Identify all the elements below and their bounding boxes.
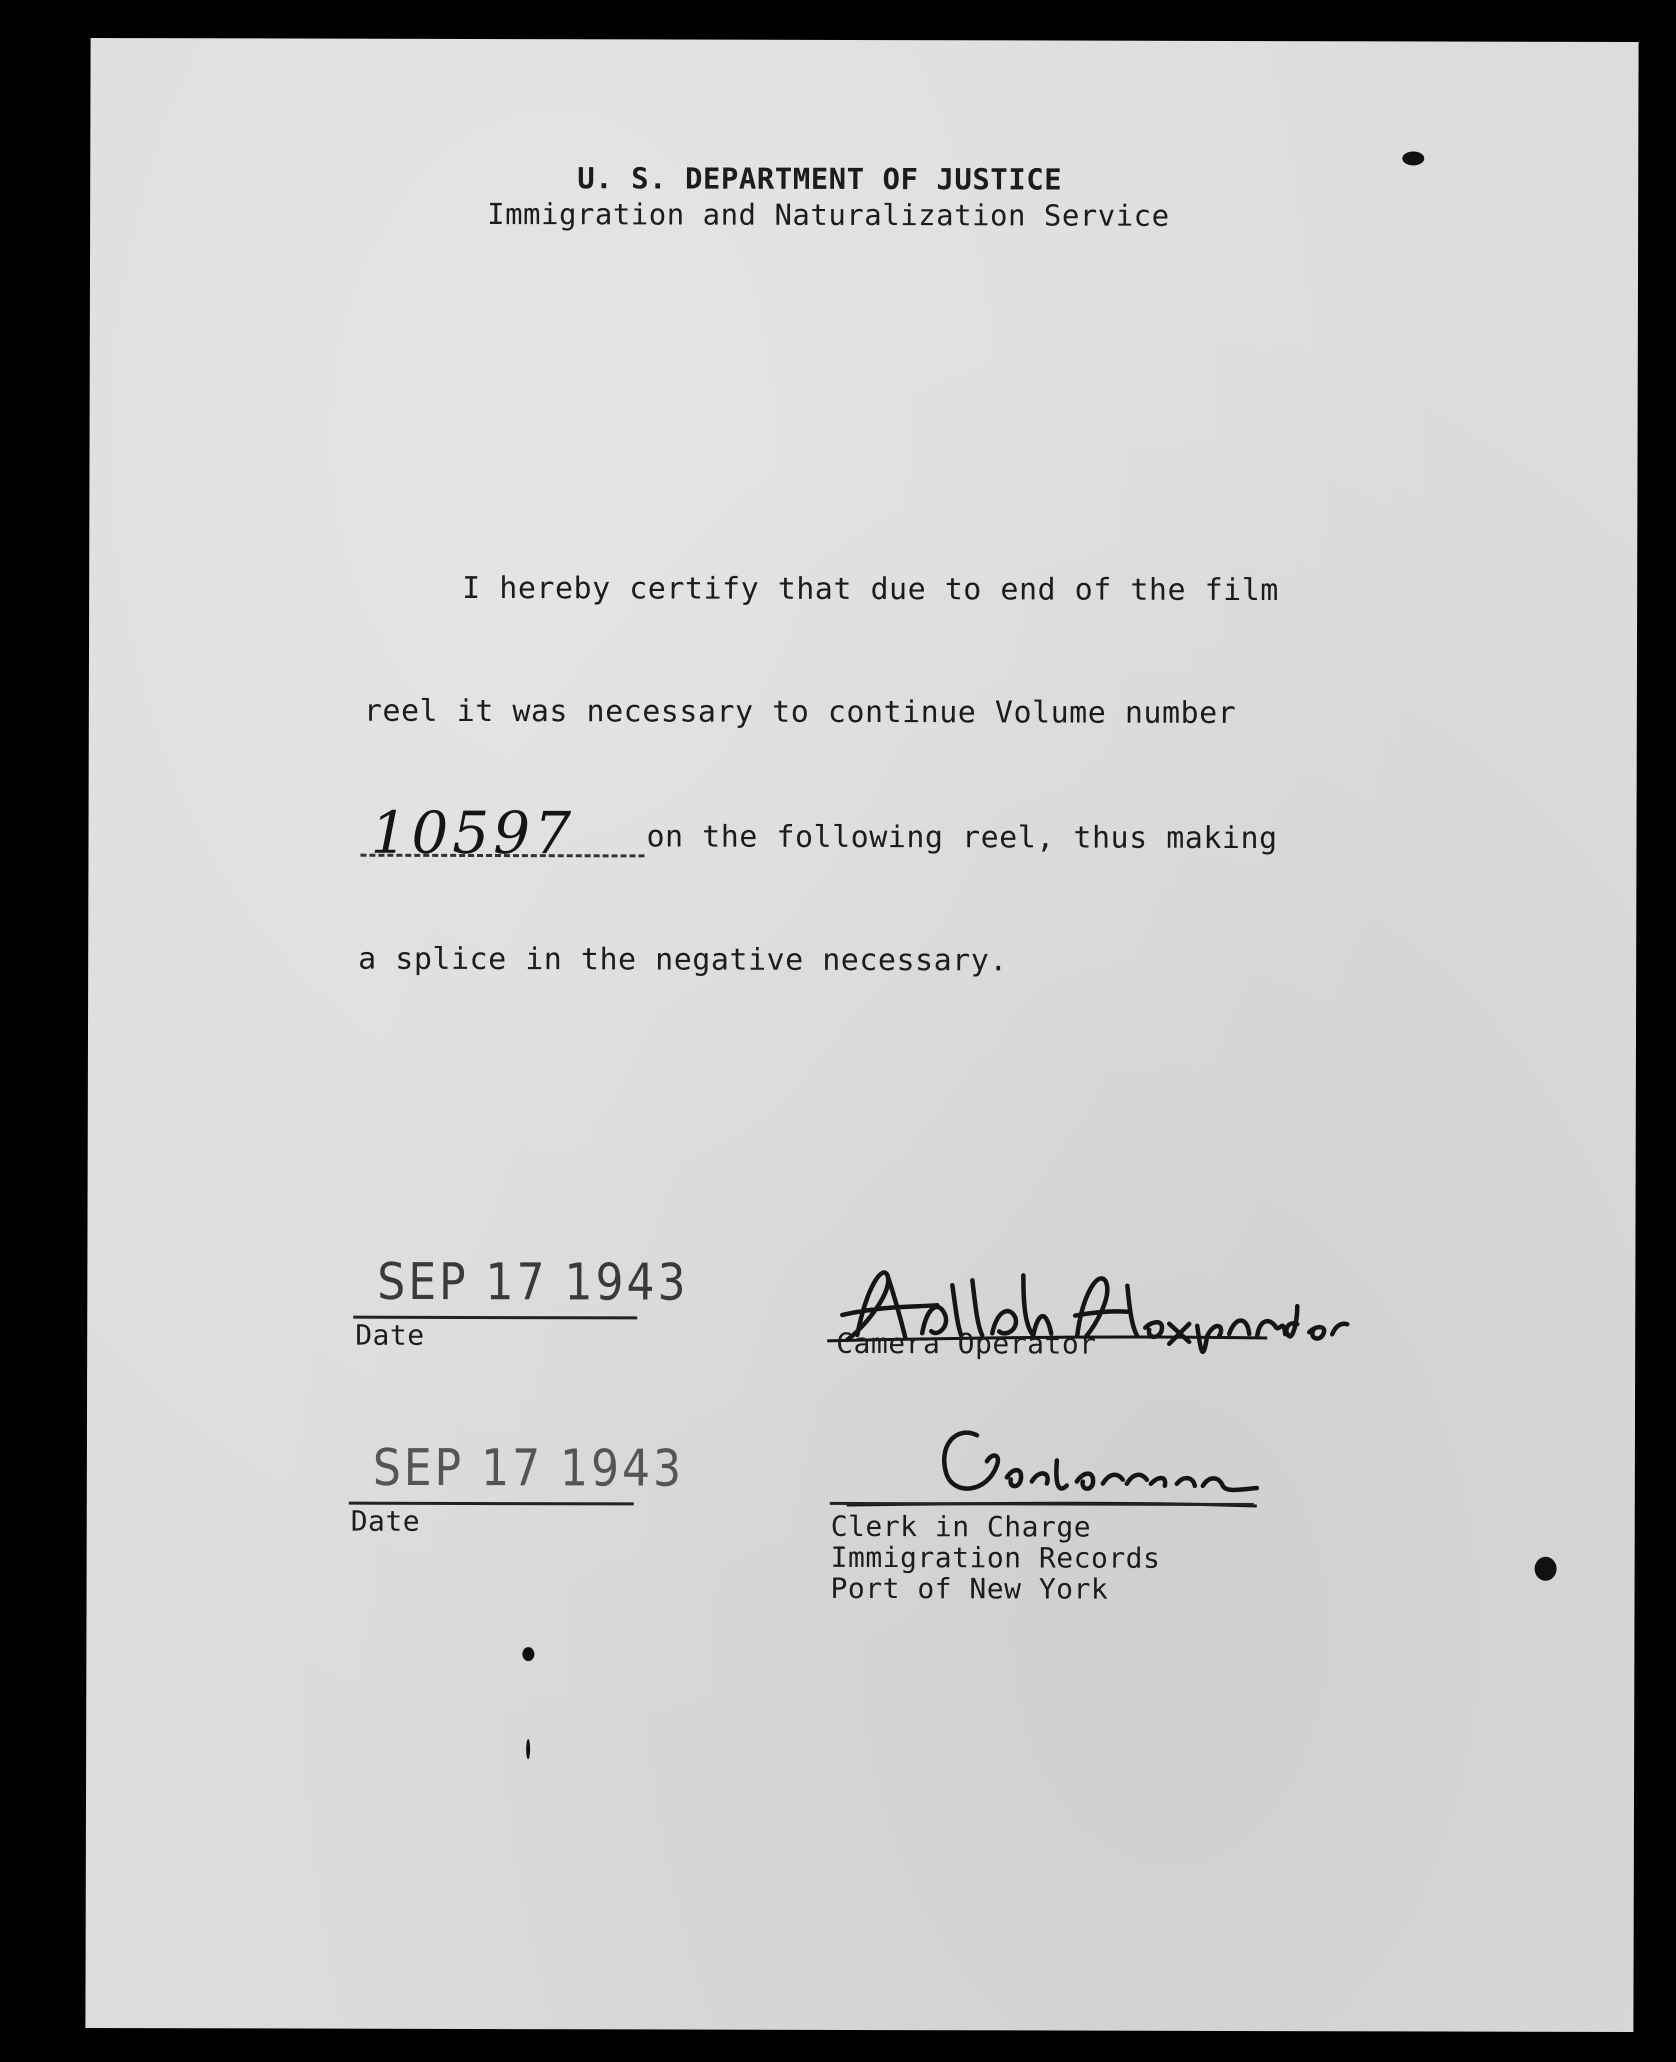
service-subheading: Immigration and Naturalization Service: [487, 197, 1170, 233]
film-speck: [1535, 1557, 1557, 1581]
clerk-title-line-2: Immigration Records: [830, 1540, 1161, 1575]
volume-number-handwritten: 10597: [370, 798, 576, 868]
certification-line-4: a splice in the negative necessary.: [358, 941, 1008, 979]
clerk-title-line-1: Clerk in Charge: [830, 1509, 1092, 1544]
date-label-1: Date: [355, 1318, 425, 1352]
date-label-2: Date: [350, 1504, 421, 1538]
film-speck: [526, 1739, 530, 1759]
certification-line-1: I hereby certify that due to end of the film: [462, 570, 1279, 609]
paper-sheet: [85, 38, 1638, 2032]
film-speck: [522, 1647, 534, 1661]
certification-line-3: on the following reel, thus making: [646, 819, 1278, 857]
certification-line-2: reel it was necessary to continue Volume number: [363, 693, 1237, 731]
camera-operator-signature: [91, 38, 1639, 42]
film-speck: [1402, 151, 1424, 165]
date-stamp-1: SEP 17 1943: [377, 1252, 689, 1313]
camera-operator-label: Camera Operator: [836, 1326, 1097, 1361]
department-heading: U. S. DEPARTMENT OF JUSTICE: [577, 161, 1063, 197]
clerk-signature: [91, 38, 1639, 42]
date-stamp-2: SEP 17 1943: [372, 1438, 685, 1499]
clerk-title-line-3: Port of New York: [830, 1571, 1109, 1606]
